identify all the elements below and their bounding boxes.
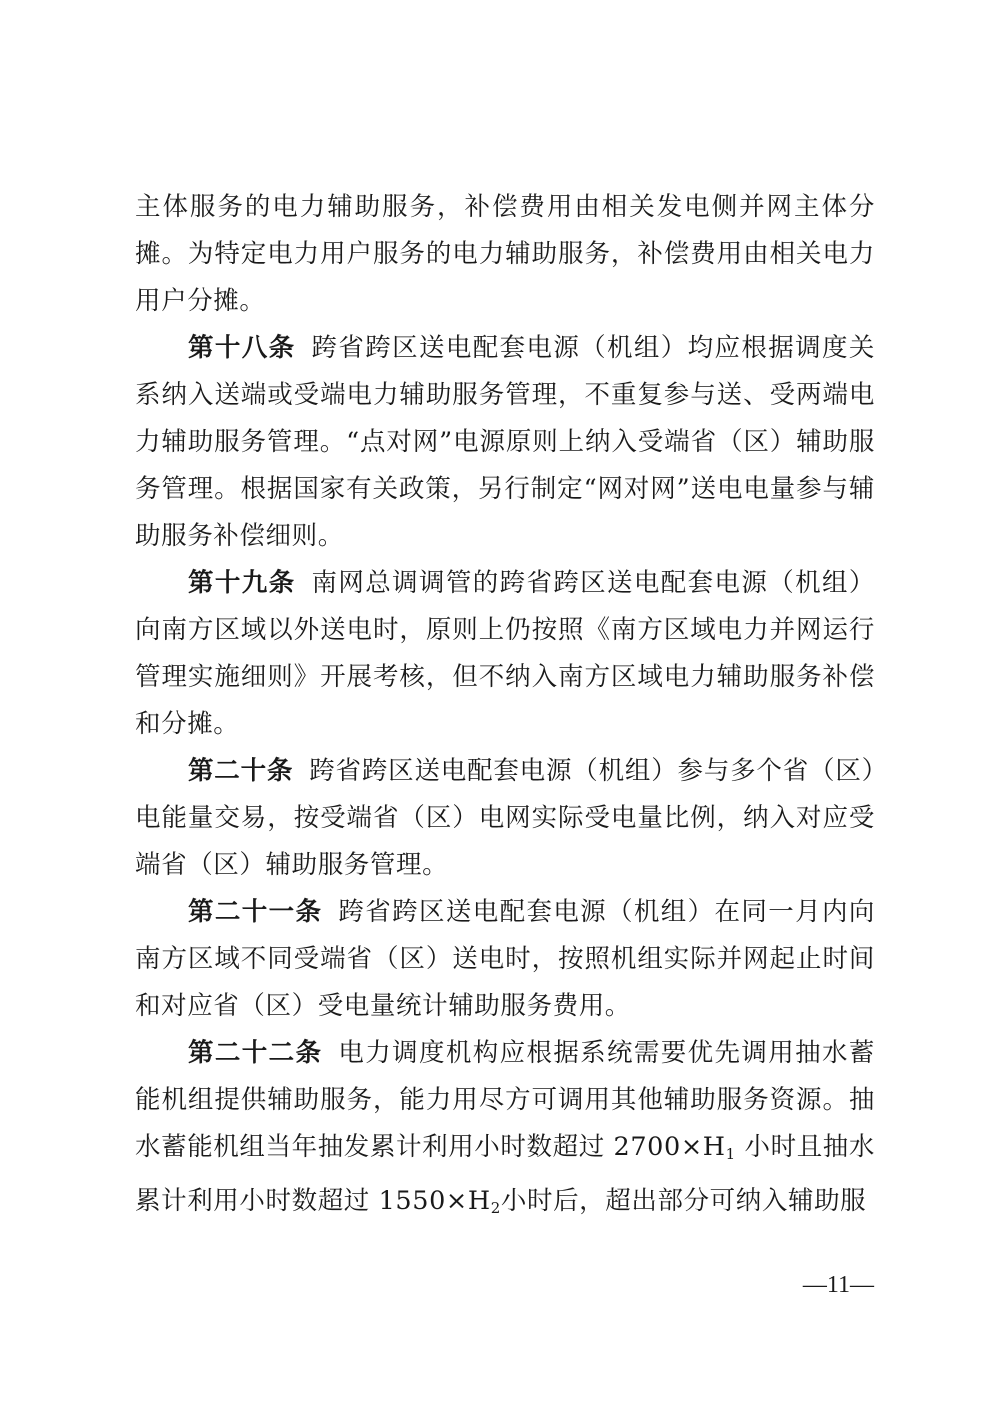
subscript-1: 1 [725, 1145, 736, 1163]
article-text-part-1: 电力调度机构应根据系统需要优先调用抽水蓄能机组提供辅助服务，能力用尽方可调用其他辅助服务资源。抽水蓄能机组当年抽发累计利用小时数超过 2700×H [135, 1038, 875, 1162]
article-19 [135, 560, 875, 748]
article-text-part-2: 小时且抽水累计利用小时数超过 1550×H [135, 1132, 875, 1216]
subscript-2: 2 [490, 1199, 501, 1217]
article-heading: 第十九条 [188, 568, 296, 598]
article-heading: 第二十条 [188, 756, 294, 786]
paragraph-continuation [135, 184, 875, 325]
article-text: 跨省跨区送电配套电源（机组）在同一月内向南方区域不同受端省（区）送电时，按照机组实际并网起止时间和对应省（区）受电量统计辅助服务费用。 [135, 897, 875, 1021]
article-22 [135, 1030, 875, 1232]
document-body [135, 184, 875, 1232]
article-text: 南网总调调管的跨省跨区送电配套电源（机组）向南方区域以外送电时，原则上仍按照《南方区域电力并网运行管理实施细则》开展考核，但不纳入南方区域电力辅助服务补偿和分摊。 [135, 568, 875, 739]
page-number: —11— [802, 1272, 874, 1298]
article-text: 跨省跨区送电配套电源（机组）参与多个省（区）电能量交易，按受端省（区）电网实际受电量比例，纳入对应受端省（区）辅助服务管理。 [135, 756, 876, 880]
article-heading: 第十八条 [188, 333, 296, 363]
article-heading: 第二十一条 [188, 897, 323, 927]
paragraph-text: 主体服务的电力辅助服务，补偿费用由相关发电侧并网主体分摊。为特定电力用户服务的电力辅助服务，补偿费用由相关电力用户分摊。 [135, 192, 875, 316]
article-text-part-3: 小时后，超出部分可纳入辅助服 [500, 1186, 867, 1216]
article-heading: 第二十二条 [188, 1038, 323, 1068]
article-20 [135, 748, 875, 889]
article-21 [135, 889, 875, 1030]
article-text: 跨省跨区送电配套电源（机组）均应根据调度关系纳入送端或受端电力辅助服务管理，不重复参与送、受两端电力辅助服务管理。“点对网”电源原则上纳入受端省（区）辅助服务管理。根据国家有关政策，另行制定“网对网”送电电量参与辅助服务补偿细则。 [135, 333, 875, 551]
article-18 [135, 325, 875, 560]
